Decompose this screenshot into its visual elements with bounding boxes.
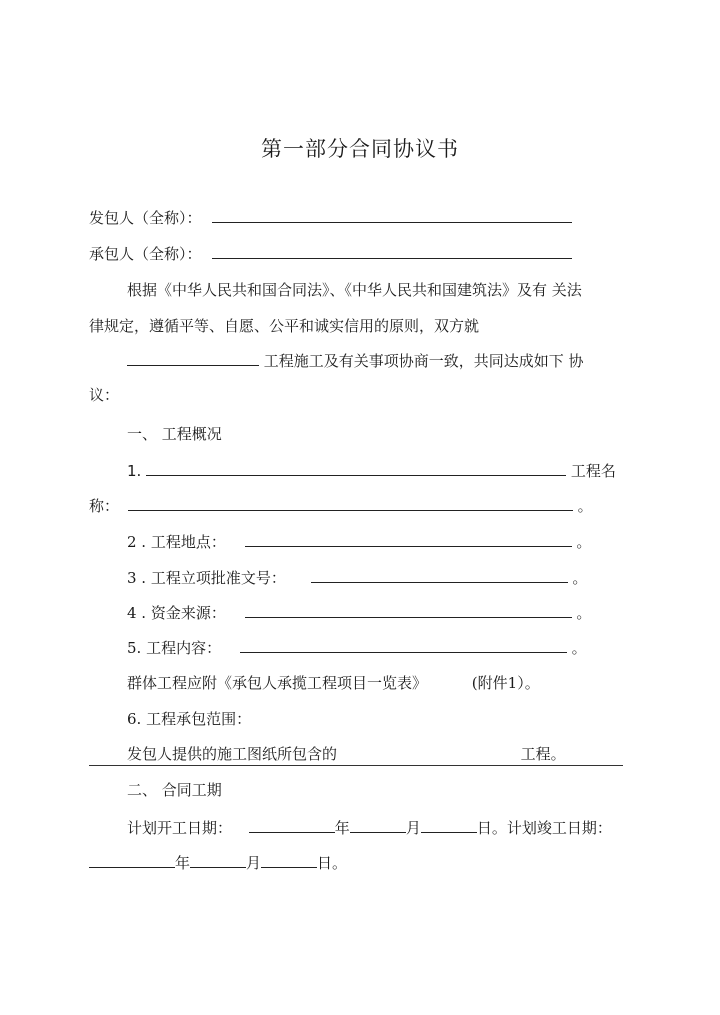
- planned-start-label: 计划开工日期：: [127, 819, 233, 837]
- start-month-char: 月: [405, 819, 421, 837]
- preamble-line-3: 工程施工及有关事项协商一致，共同达成如下 协: [263, 352, 584, 370]
- item5-row: [127, 637, 587, 657]
- item1-row: [127, 460, 616, 480]
- contractor-name-blank[interactable]: [212, 243, 572, 259]
- document-title: 第一部分合同协议书: [261, 137, 459, 161]
- contractor-label: 承包人（全称）：: [89, 245, 202, 263]
- preamble-line-3-row: [127, 350, 584, 370]
- item2-row: [127, 531, 591, 551]
- employer-name-blank[interactable]: [212, 207, 572, 223]
- planned-start-row: [127, 817, 612, 837]
- contractor-row: [89, 243, 572, 263]
- item2-label: 2 . 工程地点：: [127, 533, 226, 551]
- employer-row: [89, 207, 572, 227]
- item4-row: [127, 602, 591, 622]
- project-name-blank[interactable]: [127, 350, 259, 366]
- end-year-char: 年: [175, 854, 191, 872]
- item4-blank[interactable]: [245, 602, 572, 618]
- item5-blank[interactable]: [240, 637, 567, 653]
- item1-suffix: 工程名: [570, 462, 616, 480]
- group-note-row: [127, 673, 540, 693]
- group-note: 群体工程应附《承包人承揽工程项目一览表》: [127, 674, 428, 692]
- start-day-end: 日。计划竣工日期：: [476, 819, 612, 837]
- section1-heading: 一、 工程概况: [127, 425, 222, 443]
- item5-label: 5. 工程内容：: [127, 639, 222, 657]
- scope-blank[interactable]: [350, 744, 510, 759]
- scope-prefix: 发包人提供的施工图纸所包含的: [127, 745, 338, 763]
- employer-label: 发包人（全称）：: [89, 209, 202, 227]
- item2-blank[interactable]: [245, 531, 572, 547]
- item4-end: 。: [576, 604, 592, 622]
- item3-label: 3 . 工程立项批准文号：: [127, 569, 286, 587]
- item1-cont-blank[interactable]: [128, 495, 573, 511]
- item1-blank[interactable]: [146, 460, 566, 476]
- section2-heading: 二、 合同工期: [127, 781, 222, 799]
- end-day-blank[interactable]: [261, 852, 317, 868]
- item1-cont-row: [89, 495, 593, 515]
- item1-number: 1.: [127, 462, 142, 480]
- start-year-blank[interactable]: [249, 817, 335, 833]
- item3-end: 。: [572, 569, 588, 587]
- preamble-line-2: 律规定，遵循平等、自愿、公平和诚实信用的原则，双方就: [89, 317, 480, 335]
- item4-label: 4 . 资金来源：: [127, 604, 226, 622]
- start-month-blank[interactable]: [350, 817, 406, 833]
- scope-suffix: 工程。: [520, 745, 566, 763]
- item6-label: 6. 工程承包范围：: [127, 710, 252, 728]
- planned-end-row: [89, 852, 347, 872]
- item1-cont-end: 。: [577, 497, 593, 515]
- group-note-attachment: (附件1）。: [471, 674, 540, 692]
- end-year-blank[interactable]: [89, 852, 175, 868]
- end-month-blank[interactable]: [190, 852, 246, 868]
- item3-blank[interactable]: [311, 567, 568, 583]
- start-day-blank[interactable]: [421, 817, 477, 833]
- end-day-end: 日。: [317, 854, 348, 872]
- item1-cont-prefix: 称：: [89, 497, 120, 515]
- end-month-char: 月: [246, 854, 262, 872]
- preamble-line-1: 根据《中华人民共和国合同法》、《中华人民共和国建筑法》及有 关法: [127, 281, 582, 299]
- item3-row: [127, 567, 587, 587]
- item2-end: 。: [576, 533, 592, 551]
- preamble-line-4: 议：: [89, 386, 120, 404]
- scope-underline: [89, 765, 623, 766]
- item5-end: 。: [571, 639, 587, 657]
- scope-row: [127, 744, 566, 764]
- start-year-char: 年: [334, 819, 350, 837]
